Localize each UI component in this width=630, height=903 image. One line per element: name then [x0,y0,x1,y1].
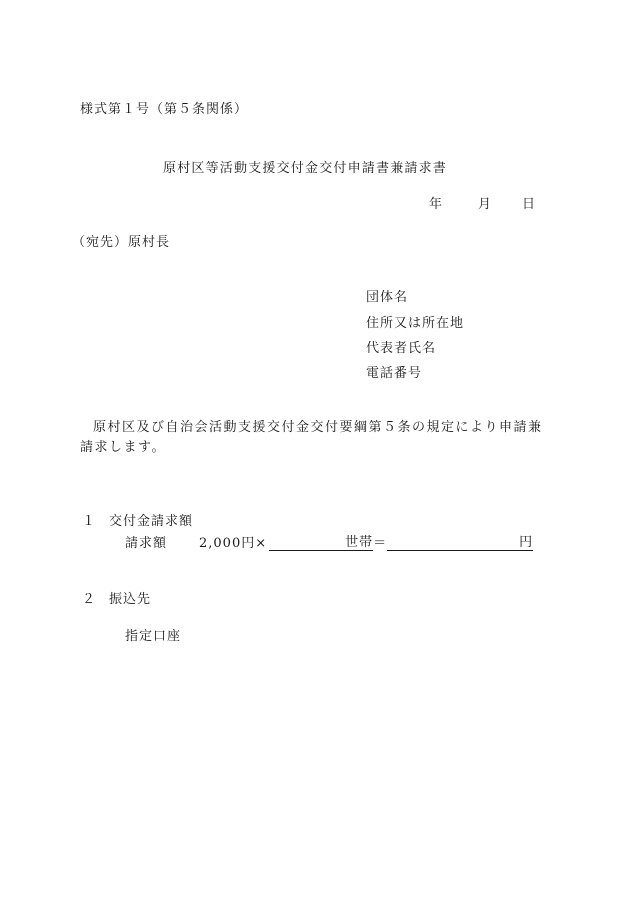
org-name-label: 団体名 [366,290,409,305]
unit-price: 2,000円× [199,536,268,551]
form-number: 様式第１号（第５条関係） [80,102,249,117]
date-month-label: 月 [478,197,493,212]
designated-account-label: 指定口座 [125,629,182,644]
total-amount-blank-field[interactable] [387,535,519,551]
section2-number: ２ [82,592,97,607]
phone-number-label: 電話番号 [366,366,423,381]
households-blank-field[interactable] [269,535,345,551]
section1-number: １ [82,514,97,529]
amount-label: 請求額 [125,536,168,551]
section2-heading [82,588,151,607]
address-label: 住所又は所在地 [366,316,465,331]
request-amount-row [125,531,533,551]
date-year-label: 年 [429,197,444,212]
representative-name-label: 代表者氏名 [366,341,437,356]
equals-sign: ＝ [373,536,388,551]
body-paragraph: 原村区及び自治会活動支援交付金交付要綱第５条の規定により申請兼請求します。 [80,420,543,455]
households-label: 世帯 [345,531,373,551]
addressee: （宛先）原村長 [72,235,171,250]
section2-title: 振込先 [109,592,152,607]
section1-title: 交付金請求額 [109,514,194,529]
section1-heading [82,510,193,529]
date-day-label: 日 [522,197,537,212]
document-title: 原村区等活動支援交付金交付申請書兼請求書 [163,161,448,176]
yen-label: 円 [519,531,533,551]
